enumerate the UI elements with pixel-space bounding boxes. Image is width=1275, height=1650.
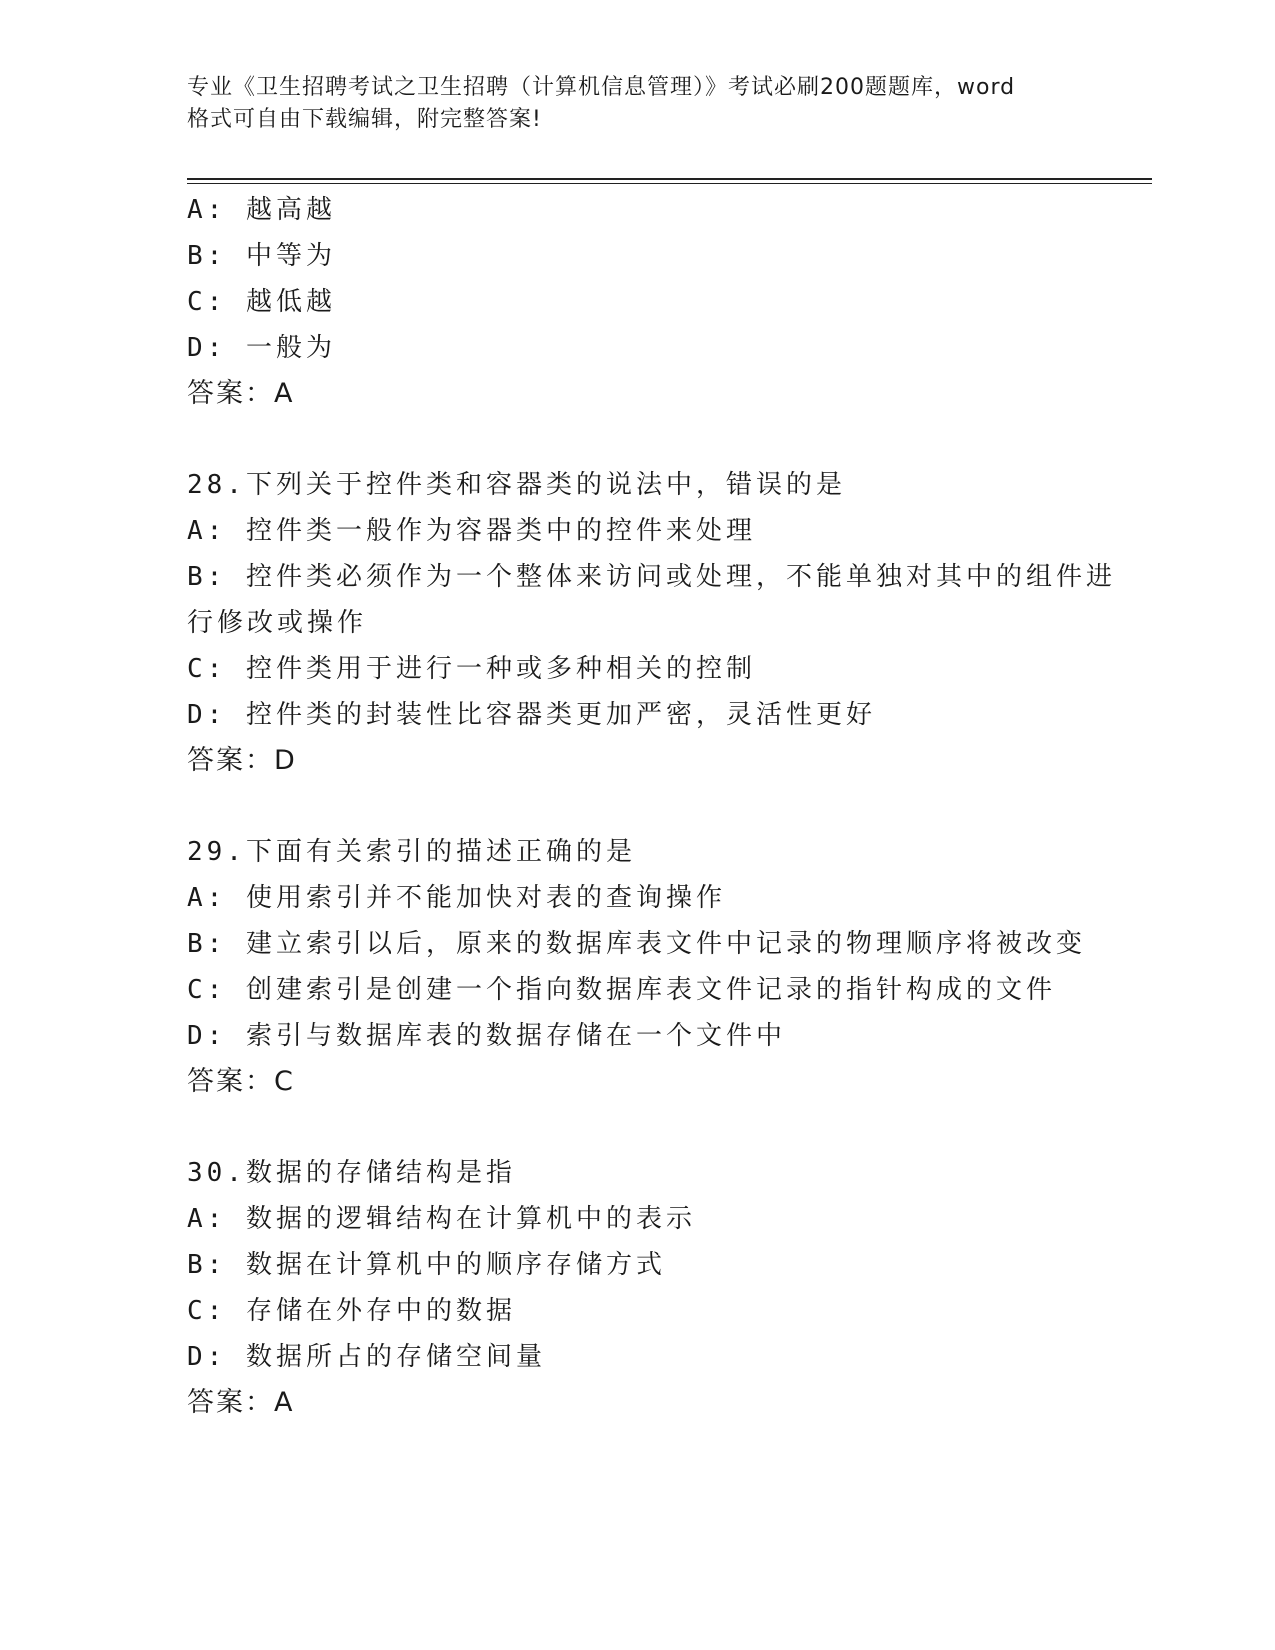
answer-label: 答案：D (187, 745, 297, 776)
spacer (187, 1105, 1147, 1150)
option-c: C: 创建索引是创建一个指向数据库表文件记录的指针构成的文件 (187, 975, 1056, 1005)
answer-label: 答案：A (187, 378, 295, 409)
question-30-block (187, 1150, 1147, 1426)
question-28-block (187, 462, 1147, 784)
option-c: C: 越低越 (187, 287, 336, 317)
option-a: A: 使用索引并不能加快对表的查询操作 (187, 883, 726, 913)
option-c: C: 控件类用于进行一种或多种相关的控制 (187, 654, 756, 684)
option-d: D: 数据所占的存储空间量 (187, 1342, 546, 1372)
option-b: B: 控件类必须作为一个整体来访问或处理，不能单独对其中的组件进 (187, 562, 1116, 592)
header-line-2: 格式可自由下载编辑，附完整答案! (187, 107, 542, 132)
question-text: 28.下列关于控件类和容器类的说法中，错误的是 (187, 470, 846, 500)
spacer (187, 417, 1147, 462)
option-a: A: 数据的逻辑结构在计算机中的表示 (187, 1204, 696, 1234)
option-d: D: 控件类的封装性比容器类更加严密，灵活性更好 (187, 700, 876, 730)
option-b: B: 中等为 (187, 241, 336, 271)
option-b-continued: 行修改或操作 (187, 608, 368, 638)
document-header (187, 72, 1087, 136)
question-29-block (187, 829, 1147, 1105)
option-a: A: 越高越 (187, 195, 336, 225)
option-b: B: 数据在计算机中的顺序存储方式 (187, 1250, 666, 1280)
answer-label: 答案：C (187, 1066, 295, 1097)
header-divider-thick (187, 178, 1152, 180)
question-27-block (187, 187, 1147, 417)
option-b: B: 建立索引以后，原来的数据库表文件中记录的物理顺序将被改变 (187, 929, 1086, 959)
option-a: A: 控件类一般作为容器类中的控件来处理 (187, 516, 756, 546)
question-text: 30.数据的存储结构是指 (187, 1158, 516, 1188)
option-d: D: 索引与数据库表的数据存储在一个文件中 (187, 1021, 786, 1051)
option-c: C: 存储在外存中的数据 (187, 1296, 516, 1326)
question-text: 29.下面有关索引的描述正确的是 (187, 837, 636, 867)
header-line-1: 专业《卫生招聘考试之卫生招聘（计算机信息管理）》考试必刷200题题库，word (187, 75, 1016, 100)
option-d: D: 一般为 (187, 333, 336, 363)
header-divider-thin (187, 183, 1152, 184)
question-list (187, 187, 1147, 1426)
answer-label: 答案：A (187, 1387, 295, 1418)
spacer (187, 784, 1147, 829)
